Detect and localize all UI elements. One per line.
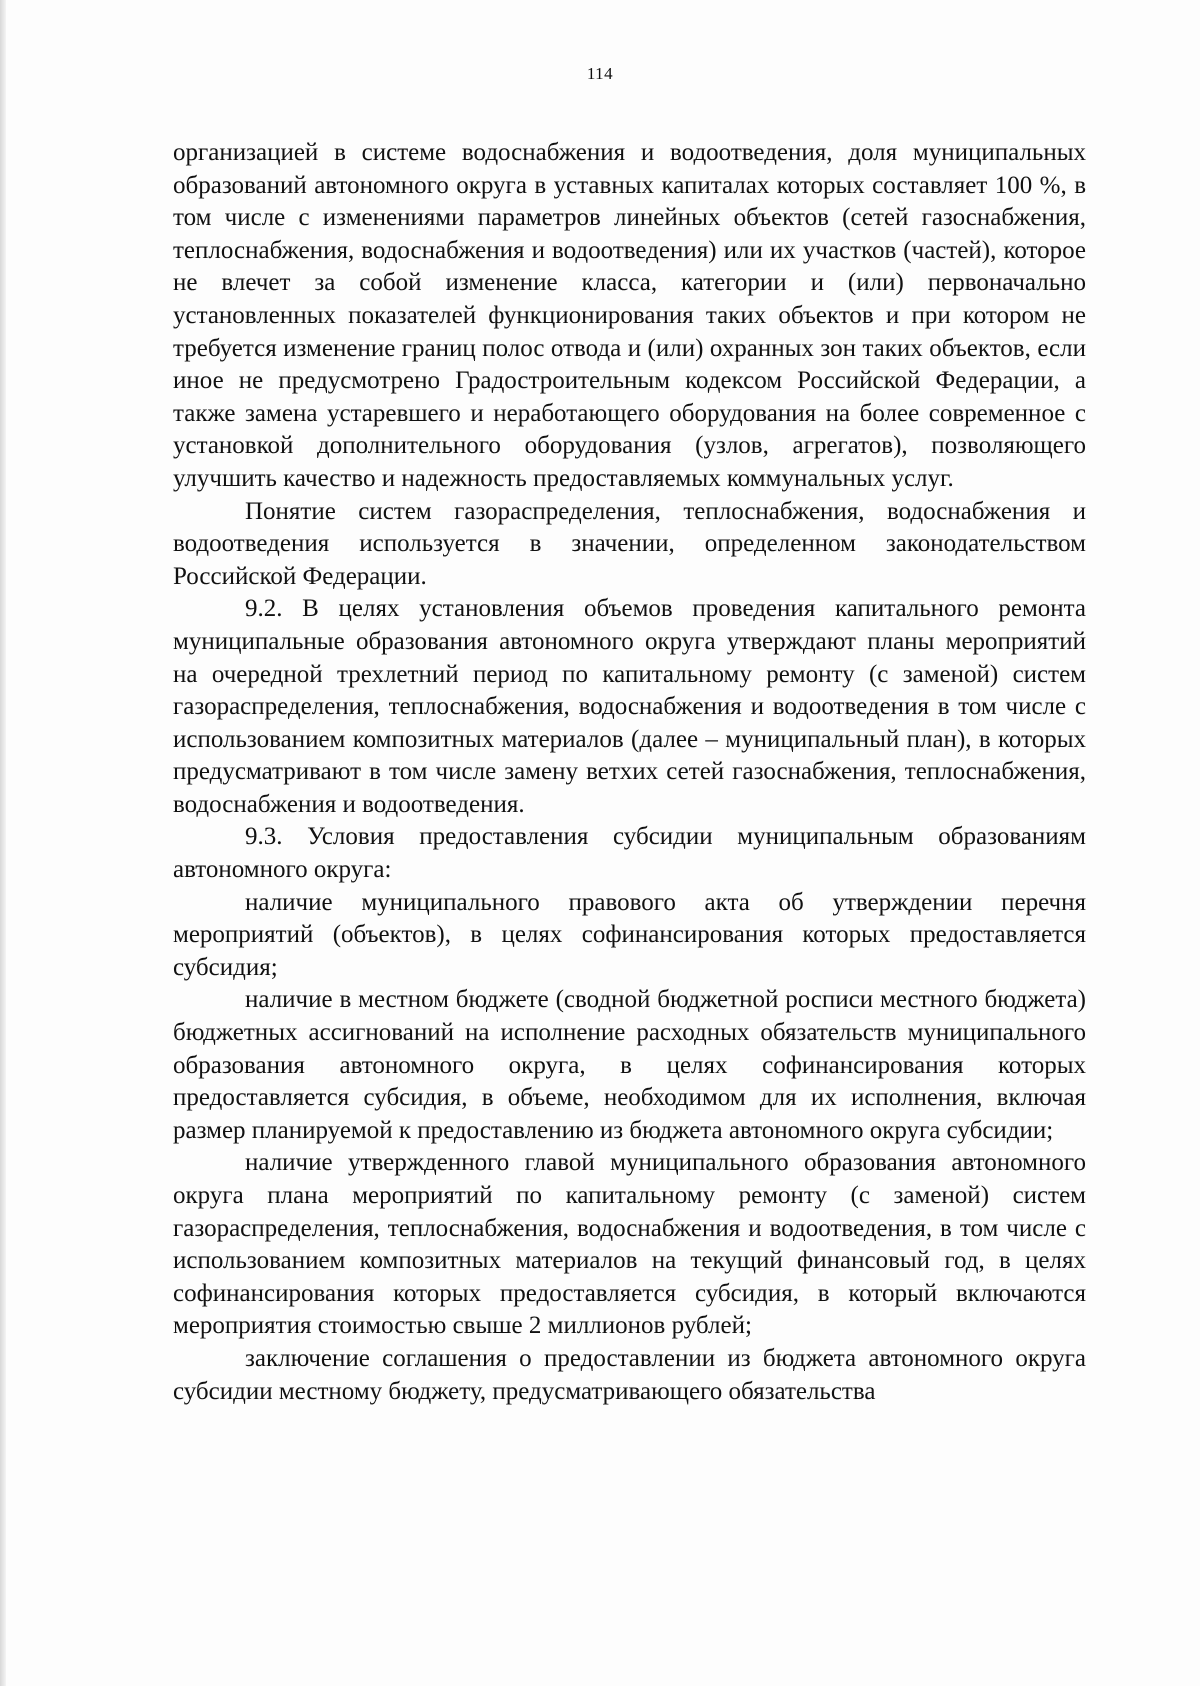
paragraph-1: организацией в системе водоснабжения и водоотведения, доля муниципальных образований автономного округа в уставных капиталах которых составляет 100 %, в том числе с изменениями параметров линейных объектов (сетей газоснабжения, теплоснабжения, водоснабжения и водоотведения) или их участков (частей), которое не влечет за собой изменение класса, категории и (или) первоначально установленных показателей функционирования таких объектов и при котором не требуется изменение границ полос отвода и (или) охранных зон таких объектов, если иное не предусмотрено Градостроительным кодексом Российской Федерации, а также замена устаревшего и неработающего оборудования на более современное с установкой дополнительного оборудования (узлов, агрегатов), позволяющего улучшить качество и надежность предоставляемых коммунальных услуг.	[173, 139, 1086, 492]
paragraph-4: 9.3. Условия предоставления субсидии муниципальным образованиям автономного округа:	[173, 823, 1086, 884]
paragraph-7: наличие утвержденного главой муниципального образования автономного округа плана мероприятий по капитальному ремонту (с заменой) систем газораспределения, теплоснабжения, водоснабжения и водоотведения, в том числе с использованием композитных материалов на текущий финансовый год, в целях софинансирования которых предоставляется субсидия, в который включаются мероприятия стоимостью свыше 2 миллионов рублей;	[173, 1149, 1086, 1340]
paragraph-8: заключение соглашения о предоставлении из бюджета автономного округа субсидии местному бюджету, предусматривающего обязательства	[173, 1344, 1086, 1405]
page-number: 114	[586, 64, 614, 83]
document-body	[173, 137, 1086, 1408]
paragraph-6: наличие в местном бюджете (сводной бюджетной росписи местного бюджета) бюджетных ассигнований на исполнение расходных обязательств муниципального образования автономного округа, в целях софинансирования которых предоставляется субсидия, в объеме, необходимом для их исполнения, включая размер планируемой к предоставлению из бюджета автономного округа субсидии;	[173, 986, 1086, 1144]
scan-edge	[0, 0, 6, 1686]
paragraph-3: 9.2. В целях установления объемов проведения капитального ремонта муниципальные образования автономного округа утверждают планы мероприятий на очередной трехлетний период по капитальному ремонту (с заменой) систем газораспределения, теплоснабжения, водоснабжения и водоотведения в том числе с использованием композитных материалов (далее – муниципальный план), в которых предусматривают в том числе замену ветхих сетей газоснабжения, теплоснабжения, водоснабжения и водоотведения.	[173, 595, 1086, 818]
paragraph-2: Понятие систем газораспределения, теплоснабжения, водоснабжения и водоотведения используется в значении, определенном законодательством Российской Федерации.	[173, 497, 1086, 590]
paragraph-5: наличие муниципального правового акта об утверждении перечня мероприятий (объектов), в целях софинансирования которых предоставляется субсидия;	[173, 888, 1086, 981]
